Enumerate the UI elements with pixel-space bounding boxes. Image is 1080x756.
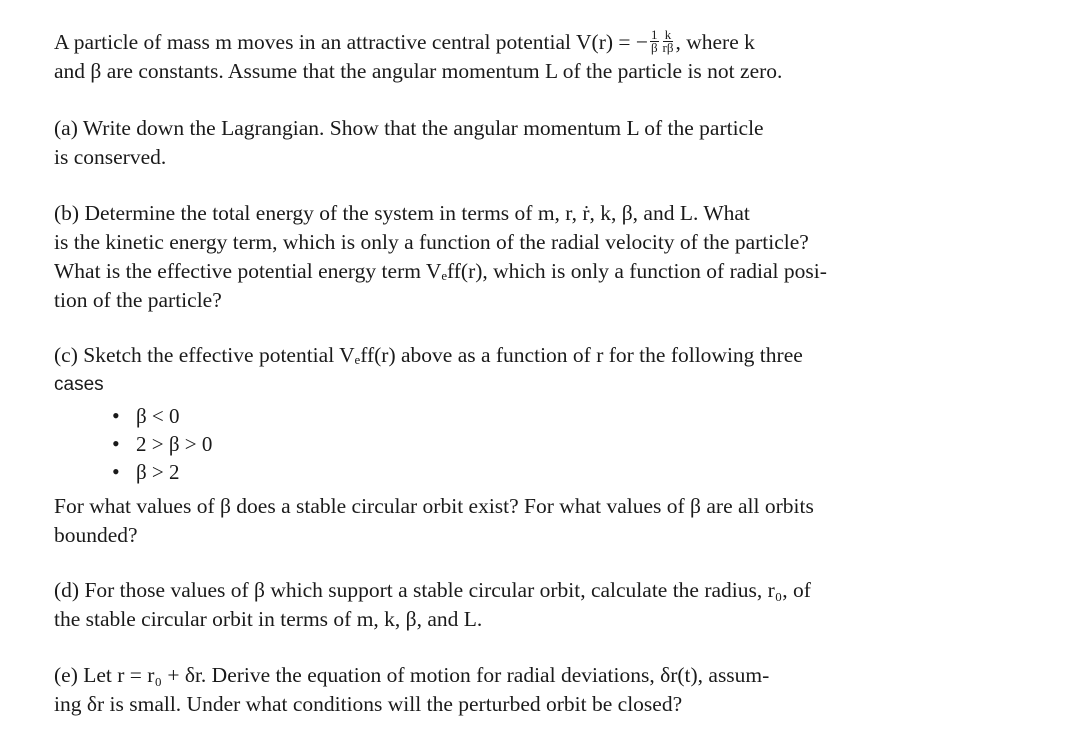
part-a-line-1: (a) Write down the Lagrangian. Show that the angular momentum L of the particle (54, 116, 764, 140)
fraction-denominator: β (650, 39, 658, 55)
case-item: • β < 0 (112, 402, 212, 430)
part-b-paragraph (54, 199, 994, 315)
cases-list (112, 402, 212, 486)
part-a-line-2: is conserved. (54, 145, 167, 169)
part-b-line-2: is the kinetic energy term, which is only a function of the radial velocity of the particle? (54, 230, 809, 254)
part-c-line-2: cases (54, 374, 104, 395)
intro-line-1 (54, 28, 994, 57)
intro-line-1-text: A particle of mass m moves in an attractive central potential V(r) = − (54, 30, 649, 54)
intro-line-2: and β are constants. Assume that the angular momentum L of the particle is not zero. (54, 59, 783, 83)
part-b-line-3: What is the effective potential energy term Vₑff(r), which is only a function of radial posi- (54, 259, 827, 283)
part-b-line-1: (b) Determine the total energy of the system in terms of m, r, ṙ, k, β, and L. What (54, 201, 750, 225)
fraction-numerator: 1 (651, 26, 658, 42)
part-e-line-2: ing δr is small. Under what conditions will the perturbed orbit be closed? (54, 692, 683, 716)
fraction-one-over-beta (650, 26, 659, 55)
part-d-line-1: (d) For those values of β which support a stable circular orbit, calculate the radius, r₀, of (54, 578, 811, 602)
part-a-paragraph (54, 114, 994, 172)
part-c-question (54, 492, 994, 550)
part-d-paragraph (54, 576, 994, 634)
part-c-paragraph (54, 341, 994, 399)
part-e-paragraph (54, 661, 994, 719)
case-item: • β > 2 (112, 458, 212, 486)
fraction-denominator: rβ (662, 39, 674, 55)
part-e-line-1: (e) Let r = r₀ + δr. Derive the equation of motion for radial deviations, δr(t), assum- (54, 663, 770, 687)
intro-paragraph (54, 28, 994, 86)
fraction-k-over-r-beta (662, 26, 674, 55)
part-c-line-4: bounded? (54, 523, 138, 547)
part-d-line-2: the stable circular orbit in terms of m, k, β, and L. (54, 607, 483, 631)
part-c-line-3: For what values of β does a stable circular orbit exist? For what values of β are all orbits (54, 494, 814, 518)
part-b-line-4: tion of the particle? (54, 288, 222, 312)
intro-line-1-tail: , where k (675, 30, 755, 54)
fraction-numerator: k (663, 29, 674, 42)
case-item: • 2 > β > 0 (112, 430, 212, 458)
part-c-line-1: (c) Sketch the effective potential Vₑff(r) above as a function of r for the following three (54, 343, 803, 367)
